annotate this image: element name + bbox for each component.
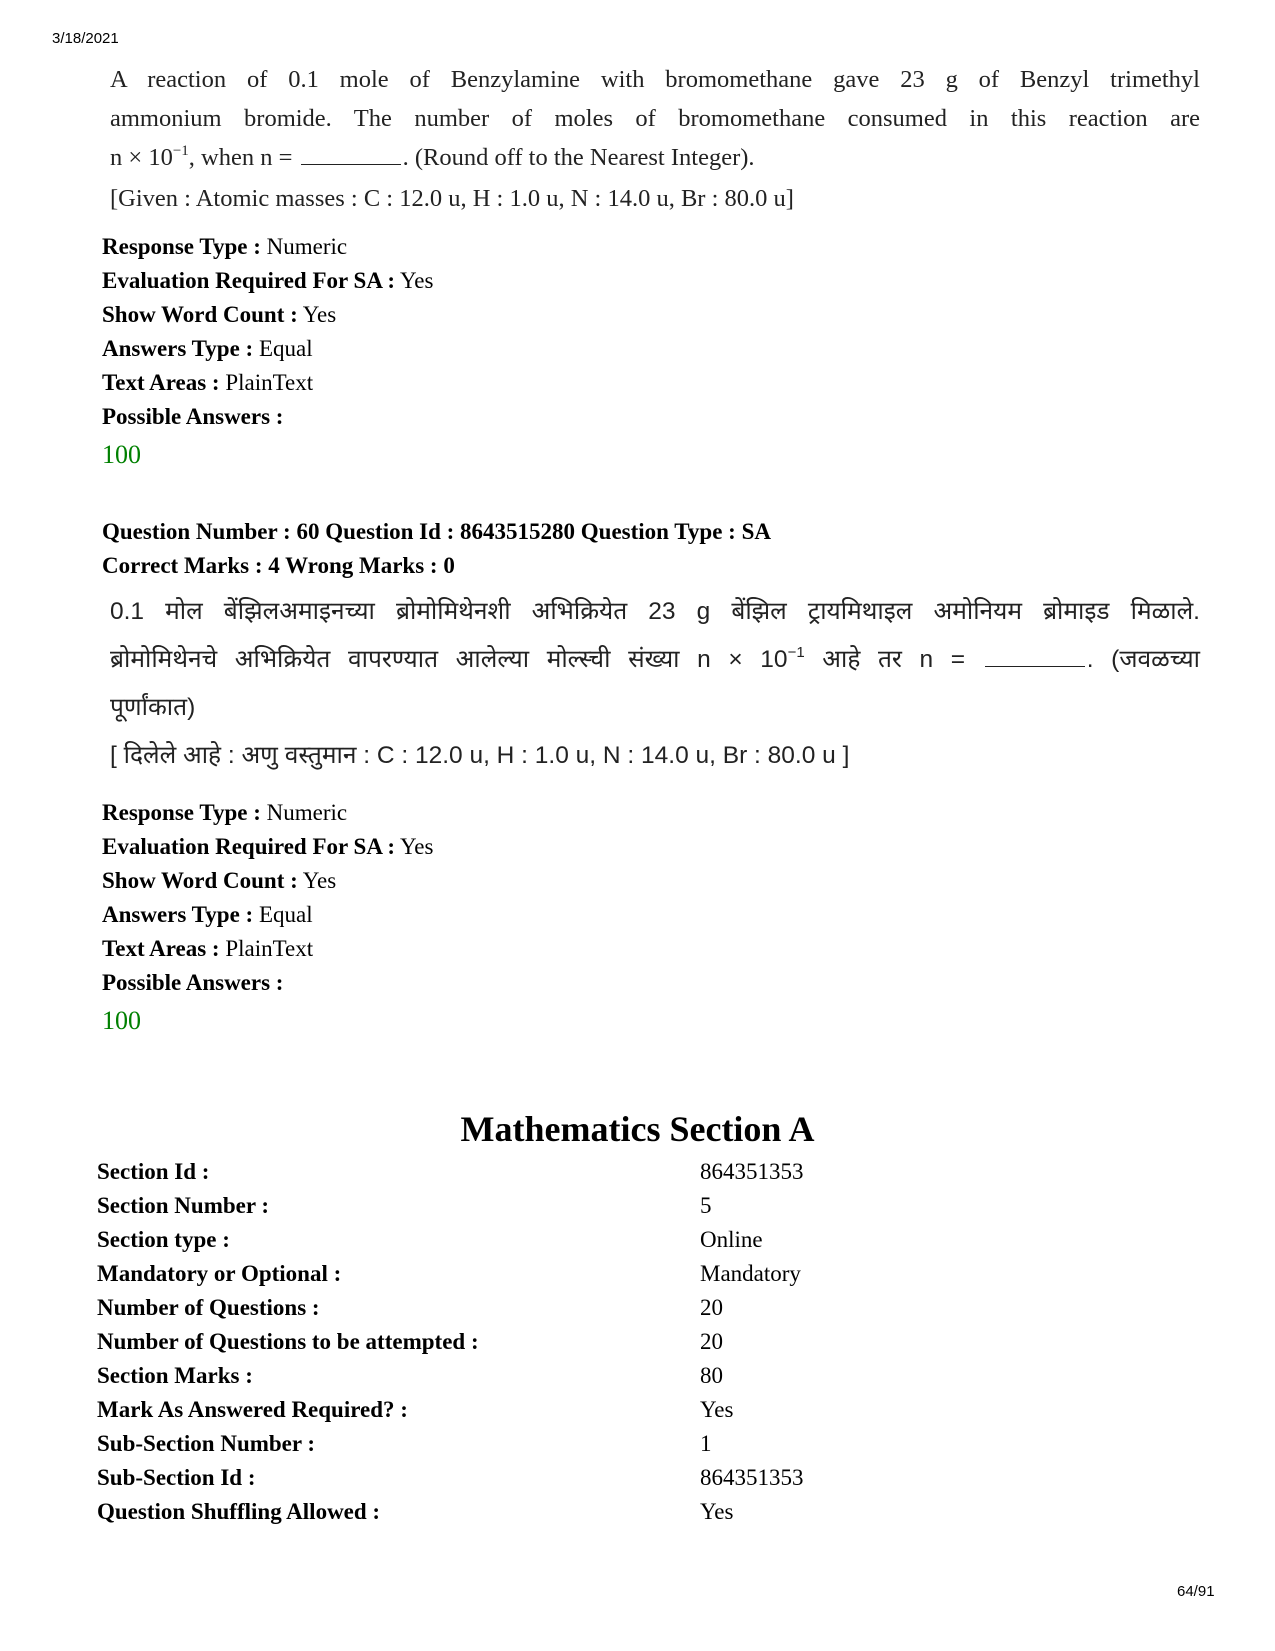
- question-59-meta: [102, 230, 433, 474]
- meta-row: Possible Answers :: [102, 404, 284, 429]
- q60-line-3: पूर्णांकात): [110, 694, 196, 721]
- q59-given: [Given : Atomic masses : C : 12.0 u, H : 1.0 u, N : 14.0 u, Br : 80.0 u]: [110, 185, 794, 212]
- meta-row: Response Type : Numeric: [102, 800, 348, 825]
- meta-row: Possible Answers :: [102, 970, 284, 995]
- question-60-header: [102, 515, 771, 583]
- meta-row: Text Areas : PlainText: [102, 936, 314, 961]
- page-number: 64/91: [1177, 1583, 1215, 1600]
- q60-line-1: 0.1 मोल बेंझिलअमाइनच्या ब्रोमोमिथेनशी अभिक्रियेत 23 g बेंझिल ट्रायमिथाइल अमोनियम ब्रोमाइड मिळाले.: [110, 598, 1200, 625]
- meta-row: Answers Type : Equal: [102, 336, 313, 361]
- question-60-meta: [102, 796, 433, 1040]
- meta-row: Text Areas : PlainText: [102, 370, 314, 395]
- section-row: Section Marks : 80: [97, 1363, 723, 1388]
- meta-row: Show Word Count : Yes: [102, 868, 337, 893]
- q60-then: आहे तर n =: [804, 646, 966, 673]
- q60-round-note: . (जवळच्या: [1086, 646, 1200, 673]
- section-row: Question Shuffling Allowed : Yes: [97, 1499, 734, 1524]
- q59-answer-blank: [301, 146, 401, 165]
- q59-line-2: ammonium bromide. The number of moles of bromomethane consumed in this reaction are: [110, 105, 1200, 132]
- section-row: Mark As Answered Required? : Yes: [97, 1397, 734, 1422]
- section-row: Number of Questions to be attempted : 20: [97, 1329, 723, 1354]
- question-60-header-line-1: Question Number : 60 Question Id : 8643515280 Question Type : SA: [102, 519, 771, 544]
- q60-answer-blank: [985, 648, 1085, 667]
- possible-answer: 100: [102, 440, 141, 469]
- q60-given: [ दिलेले आहे : अणु वस्तुमान : C : 12.0 u, H : 1.0 u, N : 14.0 u, Br : 80.0 u ]: [110, 742, 850, 769]
- q59-when: , when n =: [188, 144, 293, 171]
- meta-row: Evaluation Required For SA : Yes: [102, 268, 434, 293]
- section-row: Section type : Online: [97, 1227, 763, 1252]
- meta-row: Response Type : Numeric: [102, 234, 348, 259]
- section-row: Mandatory or Optional : Mandatory: [97, 1261, 801, 1286]
- section-row: Sub-Section Id : 864351353: [97, 1465, 804, 1490]
- possible-answer: 100: [102, 1006, 141, 1035]
- q59-round-note: . (Round off to the Nearest Integer).: [402, 144, 755, 171]
- print-date: 3/18/2021: [52, 30, 119, 47]
- section-title: Mathematics Section A: [460, 1109, 815, 1149]
- q59-line-3: [110, 138, 1200, 177]
- section-row: Number of Questions : 20: [97, 1295, 723, 1320]
- q60-exponent: −1: [787, 644, 805, 661]
- section-row: Sub-Section Number : 1: [97, 1431, 712, 1456]
- question-60-text: [110, 588, 1200, 780]
- q59-exponent: −1: [172, 143, 189, 159]
- section-row: Section Id : 864351353: [97, 1159, 804, 1184]
- meta-row: Answers Type : Equal: [102, 902, 313, 927]
- question-60-header-line-2: Correct Marks : 4 Wrong Marks : 0: [102, 553, 455, 578]
- section-row: Section Number : 5: [97, 1193, 712, 1218]
- q60-expr: ब्रोमोमिथेनचे अभिक्रियेत वापरण्यात आलेल्या मोल्स्ची संख्या n × 10: [110, 646, 788, 673]
- q60-line-2: [110, 636, 1200, 684]
- q59-expr: n × 10: [110, 144, 173, 171]
- meta-row: Evaluation Required For SA : Yes: [102, 834, 434, 859]
- meta-row: Show Word Count : Yes: [102, 302, 337, 327]
- section-details-table: [97, 1155, 997, 1529]
- q59-line-1: A reaction of 0.1 mole of Benzylamine with bromomethane gave 23 g of Benzyl trimethyl: [110, 66, 1200, 93]
- question-59-text: [110, 60, 1200, 218]
